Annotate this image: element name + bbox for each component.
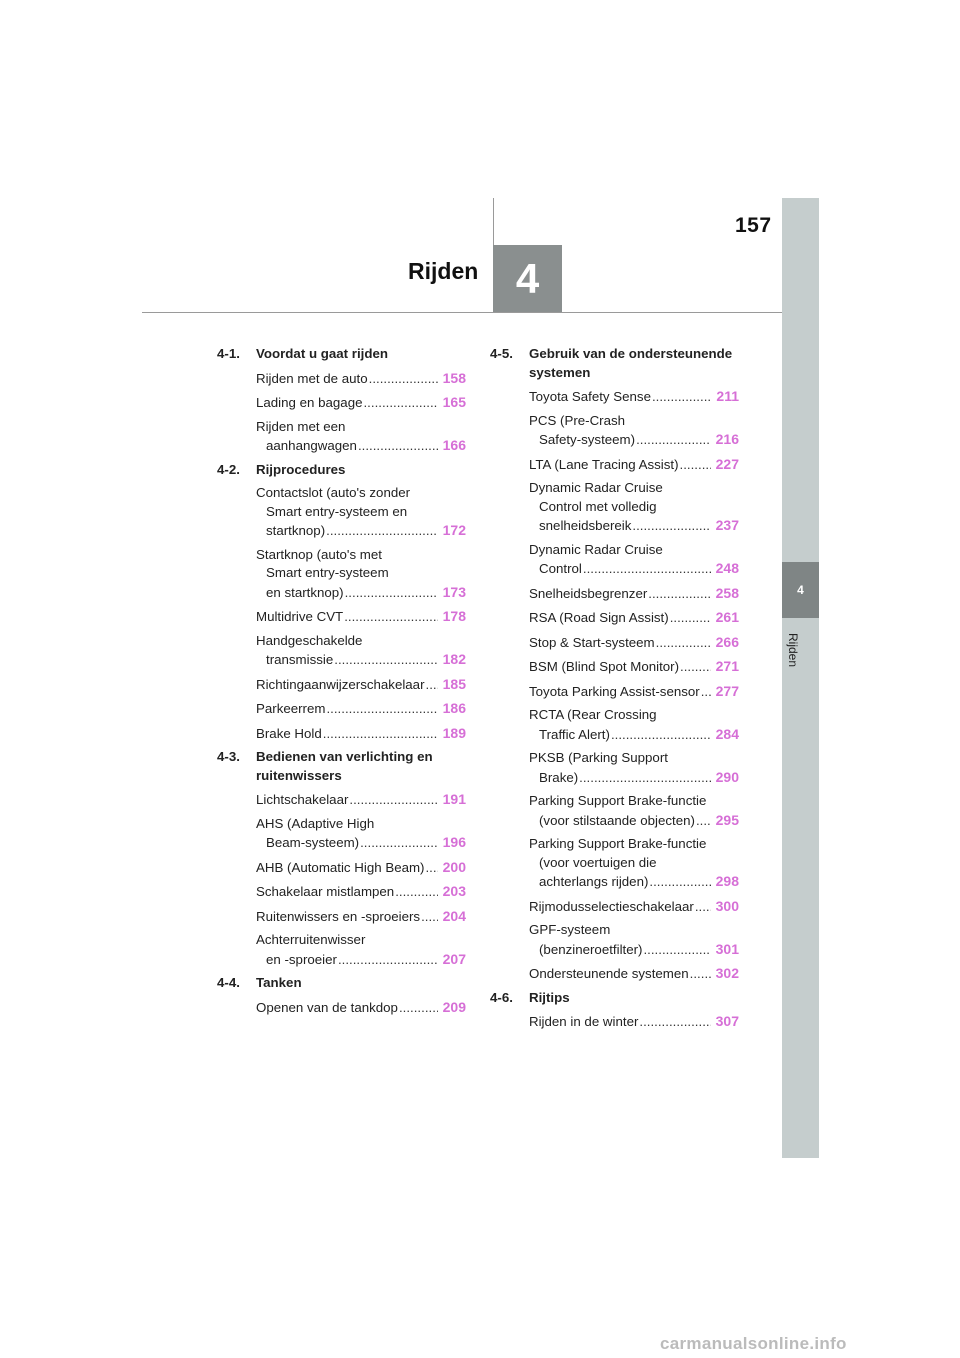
toc-entry-row [256, 858, 466, 878]
toc-section-heading [490, 345, 739, 382]
toc-page-link[interactable]: 284 [715, 725, 739, 742]
toc-page-link[interactable]: 216 [715, 431, 739, 447]
toc-entry-text: en -sproeier [266, 951, 337, 967]
toc-section-title: Gebruik van de ondersteunende systemen [529, 346, 733, 380]
chapter-title: Rijden [408, 258, 479, 284]
toc-leader-dots [395, 883, 438, 902]
toc-entry-row [529, 633, 739, 653]
toc-entry-row [529, 1012, 739, 1032]
toc-entry-text: Achterruitenwisser [256, 932, 366, 947]
toc-page-link[interactable]: 203 [442, 883, 466, 899]
toc-entry-row [529, 516, 739, 536]
toc-entry-text: (voor voertuigen die [539, 854, 657, 870]
toc-leader-dots [421, 908, 438, 927]
toc-page-link[interactable]: 165 [442, 394, 466, 410]
toc-leader-dots [360, 834, 438, 853]
toc-leader-dots [426, 676, 438, 695]
toc-section-title: Bedienen van verlichting en ruitenwissers [256, 749, 433, 783]
toc-entry-row [529, 768, 739, 788]
toc-entry-row [256, 521, 466, 541]
toc-entry[interactable] [490, 682, 739, 702]
toc-leader-dots [349, 791, 438, 810]
toc-page-link[interactable]: 158 [442, 369, 466, 386]
toc-page-link[interactable]: 172 [442, 522, 466, 538]
toc-entry-text: Richtingaanwijzerschakelaar [256, 676, 425, 692]
toc-entry-text: Smart entry-systeem en [266, 503, 408, 519]
page-number: 157 [735, 214, 772, 237]
toc-entry[interactable] [490, 792, 739, 830]
toc-leader-dots [680, 456, 711, 475]
toc-entry-row [529, 682, 739, 702]
toc-leader-dots [363, 394, 438, 413]
toc-leader-dots [338, 951, 438, 970]
toc-entry-row [529, 872, 739, 892]
toc-section-number: 4-5. [490, 346, 513, 361]
toc-page-link[interactable]: 173 [442, 583, 466, 600]
toc-entry[interactable] [490, 1012, 739, 1032]
toc-leader-dots [696, 812, 711, 831]
toc-page-link[interactable]: 200 [442, 858, 466, 875]
toc-leader-dots [326, 700, 438, 719]
toc-page-link[interactable]: 248 [715, 560, 739, 576]
toc-entry-row [529, 964, 739, 984]
toc-leader-dots [344, 608, 438, 627]
toc-leader-dots [701, 683, 711, 702]
toc-page-link[interactable]: 182 [442, 651, 466, 667]
toc-entry-text: Stop & Start-systeem [529, 634, 655, 650]
toc-entry-text: Rijden met een [256, 418, 346, 434]
toc-entry-text: GPF-systeem [529, 922, 611, 937]
toc-entry[interactable] [217, 484, 466, 541]
toc-entry-text: AHS (Adaptive High [256, 815, 375, 831]
toc-leader-dots [345, 584, 438, 603]
toc-leader-dots [649, 873, 711, 892]
toc-entry[interactable] [217, 546, 466, 603]
toc-entry-text: Rijden met de auto [256, 370, 368, 386]
toc-entry-row [256, 436, 466, 456]
toc-section-heading [490, 989, 739, 1008]
toc-page-link[interactable]: 196 [442, 834, 466, 850]
toc-entry-text: Contactslot (auto's zonder [256, 485, 411, 500]
toc-entry[interactable] [490, 479, 739, 536]
toc-entry-text: Control met volledig [539, 498, 657, 514]
toc-leader-dots [579, 769, 711, 788]
toc-leader-dots [326, 522, 438, 541]
toc-entry-text: startknop) [266, 523, 326, 538]
toc-entry-row [529, 725, 739, 745]
toc-entry-text: Traffic Alert) [539, 726, 610, 742]
toc-page-link[interactable]: 227 [715, 455, 739, 472]
toc-entry-row [529, 430, 739, 450]
toc-leader-dots [425, 859, 438, 878]
toc-entry[interactable] [490, 387, 739, 407]
toc-entry-text: (benzineroetfilter) [539, 941, 643, 957]
toc-entry-text: Parkeerrem [256, 701, 326, 716]
toc-leader-dots [632, 517, 711, 536]
toc-page-link[interactable]: 302 [715, 965, 739, 981]
toc-entry-row [529, 559, 739, 579]
toc-entry[interactable] [490, 584, 739, 604]
toc-leader-dots [648, 585, 711, 604]
toc-entry-row [256, 790, 466, 810]
toc-page-link[interactable]: 266 [715, 633, 739, 650]
toc-entry[interactable] [217, 931, 466, 969]
toc-entry-text: Dynamic Radar Cruise [529, 541, 663, 557]
toc-entry-row [256, 950, 466, 970]
toc-entry-row [256, 583, 466, 603]
toc-entry[interactable] [217, 699, 466, 719]
toc-leader-dots [399, 999, 438, 1018]
toc-entry[interactable] [217, 675, 466, 695]
toc-entry-text: snelheidsbereik [539, 518, 632, 533]
toc-entry-text: PCS (Pre-Crash [529, 412, 626, 428]
toc-entry-row [529, 608, 739, 628]
toc-entry-row [256, 724, 466, 744]
toc-page-link[interactable]: 166 [442, 437, 466, 453]
toc-entry[interactable] [490, 633, 739, 653]
toc-entry-text: (voor stilstaande objecten) [539, 812, 695, 828]
toc-page-link[interactable]: 261 [715, 609, 739, 625]
toc-entry-text: Parking Support Brake-functie [529, 836, 707, 851]
toc-section-heading [217, 345, 466, 364]
toc-section-title: Tanken [256, 975, 302, 990]
toc-entry[interactable] [490, 835, 739, 892]
toc-page-link[interactable]: 301 [715, 940, 739, 957]
toc-entry[interactable] [217, 858, 466, 878]
toc-left-column [217, 345, 466, 1022]
toc-leader-dots [636, 431, 711, 450]
toc-page-link[interactable]: 300 [715, 897, 739, 914]
toc-entry-text: AHB (Automatic High Beam) [256, 859, 425, 875]
toc-entry-text: Openen van de tankdop [256, 999, 398, 1015]
toc-leader-dots [323, 725, 438, 744]
toc-entry-text: en startknop) [266, 584, 344, 600]
toc-entry-text: Smart entry-systeem [266, 565, 389, 580]
toc-page-link[interactable]: 258 [715, 584, 739, 601]
toc-leader-dots [690, 965, 711, 984]
toc-section-title: Rijtips [529, 989, 570, 1005]
toc-section-number: 4-4. [217, 975, 240, 990]
toc-entry-text: Brake) [539, 769, 579, 785]
toc-entry-text: Schakelaar mistlampen [256, 884, 395, 899]
toc-page-link[interactable]: 295 [715, 811, 739, 828]
toc-entry-text: Lichtschakelaar [256, 792, 349, 807]
toc-entry-row [529, 940, 739, 960]
toc-entry[interactable] [217, 998, 466, 1018]
toc-section-title: Voordat u gaat rijden [256, 346, 388, 361]
toc-leader-dots [358, 437, 438, 456]
toc-section-number: 4-2. [217, 461, 240, 477]
toc-section-title: Rijprocedures [256, 461, 346, 477]
toc-entry-text: Parking Support Brake-functie [529, 793, 707, 808]
toc-entry-text: Handgeschakelde [256, 632, 363, 648]
toc-entry-row [256, 650, 466, 670]
toc-leader-dots [583, 560, 711, 579]
toc-entry[interactable] [490, 897, 739, 917]
toc-entry[interactable] [490, 921, 739, 959]
toc-entry-row [529, 657, 739, 677]
toc-entry-text: Brake Hold [256, 725, 322, 741]
toc-page-link[interactable]: 237 [715, 517, 739, 533]
header-divider-horizontal [142, 312, 782, 313]
toc-entry-text: Safety-systeem) [539, 432, 636, 447]
toc-page-link[interactable]: 185 [442, 675, 466, 692]
toc-entry-row [256, 369, 466, 389]
toc-section-number: 4-6. [490, 989, 513, 1005]
toc-entry[interactable] [217, 882, 466, 902]
toc-entry-text: Dynamic Radar Cruise [529, 480, 663, 495]
toc-entry-row [256, 393, 466, 413]
toc-entry-text: PKSB (Parking Support [529, 750, 668, 765]
chapter-number-box: 4 [493, 245, 562, 313]
toc-entry[interactable] [217, 790, 466, 810]
toc-entry[interactable] [490, 541, 739, 579]
toc-entry-row [529, 811, 739, 831]
toc-entry-text: Multidrive CVT [256, 609, 344, 624]
toc-entry-text: transmissie [266, 652, 334, 667]
toc-leader-dots [695, 898, 711, 917]
toc-entry[interactable] [490, 706, 739, 744]
toc-page-link[interactable]: 207 [442, 950, 466, 967]
toc-page-link[interactable]: 204 [442, 907, 466, 924]
toc-entry-text: Ondersteunende systemen [529, 966, 689, 981]
toc-entry-text: Control [539, 561, 582, 576]
toc-page-link[interactable]: 191 [442, 791, 466, 807]
toc-entry[interactable] [490, 657, 739, 677]
toc-right-column [490, 345, 739, 1037]
toc-page-link[interactable]: 271 [715, 658, 739, 674]
toc-page-link[interactable]: 189 [442, 724, 466, 741]
toc-entry-text: achterlangs rijden) [539, 874, 649, 889]
toc-leader-dots [680, 658, 711, 677]
side-tab-label: Rijden [786, 632, 800, 668]
toc-entry[interactable] [217, 369, 466, 389]
toc-page-link[interactable]: 186 [442, 700, 466, 716]
toc-entry-row [529, 897, 739, 917]
toc-entry-row [256, 998, 466, 1018]
toc-entry[interactable] [490, 964, 739, 984]
toc-entry[interactable] [217, 632, 466, 670]
side-strip [782, 198, 819, 1158]
toc-section-number: 4-1. [217, 346, 240, 361]
toc-leader-dots [369, 370, 438, 389]
toc-section-heading [217, 748, 466, 785]
toc-entry-row [256, 699, 466, 719]
toc-entry-text: Rijmodusselectieschakelaar [529, 898, 694, 914]
toc-entry-text: BSM (Blind Spot Monitor) [529, 659, 680, 674]
toc-page-link[interactable]: 211 [716, 388, 739, 404]
toc-page-link[interactable]: 178 [442, 608, 466, 624]
toc-leader-dots [656, 634, 711, 653]
toc-entry-text: Lading en bagage [256, 395, 363, 410]
toc-leader-dots [611, 726, 711, 745]
toc-entry-row [256, 833, 466, 853]
toc-entry[interactable] [217, 607, 466, 627]
toc-entry-row [529, 584, 739, 604]
toc-entry-row [256, 675, 466, 695]
toc-entry-row [256, 882, 466, 902]
toc-entry-row [256, 907, 466, 927]
toc-leader-dots [334, 651, 438, 670]
toc-section-number: 4-3. [217, 749, 240, 764]
toc-entry-text: Ruitenwissers en -sproeiers [256, 908, 421, 924]
toc-page-link[interactable]: 298 [715, 873, 739, 889]
toc-entry-text: Beam-systeem) [266, 835, 360, 850]
toc-entry-text: Toyota Parking Assist-sensor [529, 683, 700, 699]
toc-page-link[interactable]: 277 [715, 682, 739, 699]
header-divider-vertical [493, 198, 494, 246]
toc-entry-text: Startknop (auto's met [256, 546, 382, 562]
toc-section-heading [217, 974, 466, 993]
toc-page-link[interactable]: 307 [715, 1013, 739, 1029]
toc-page-link[interactable]: 290 [715, 768, 739, 785]
toc-leader-dots [670, 609, 711, 628]
toc-entry[interactable] [217, 815, 466, 853]
toc-page-link[interactable]: 209 [442, 998, 466, 1015]
watermark: carmanualsonline.info [660, 1334, 847, 1353]
toc-entry-row [256, 607, 466, 627]
toc-entry-text: Snelheidsbegrenzer [529, 585, 648, 601]
toc-entry-text: RSA (Road Sign Assist) [529, 610, 669, 625]
toc-leader-dots [643, 941, 711, 960]
toc-leader-dots [652, 388, 711, 407]
toc-entry-text: aanhangwagen [266, 438, 357, 453]
toc-entry-row [529, 455, 739, 475]
toc-leader-dots [639, 1013, 711, 1032]
toc-section-heading [217, 461, 466, 480]
toc-entry-text: Rijden in de winter [529, 1014, 639, 1029]
toc-entry[interactable] [490, 608, 739, 628]
toc-entry[interactable] [217, 724, 466, 744]
toc-entry[interactable] [217, 393, 466, 413]
toc-entry[interactable] [217, 418, 466, 456]
toc-entry-row [529, 387, 739, 407]
toc-entry[interactable] [490, 749, 739, 787]
toc-entry-text: RCTA (Rear Crossing [529, 707, 657, 722]
toc-entry[interactable] [490, 412, 739, 450]
toc-entry-text: Toyota Safety Sense [529, 389, 651, 404]
toc-entry[interactable] [217, 907, 466, 927]
toc-entry[interactable] [490, 455, 739, 475]
toc-entry-text: LTA (Lane Tracing Assist) [529, 456, 679, 472]
side-tab-number[interactable]: 4 [782, 562, 819, 618]
